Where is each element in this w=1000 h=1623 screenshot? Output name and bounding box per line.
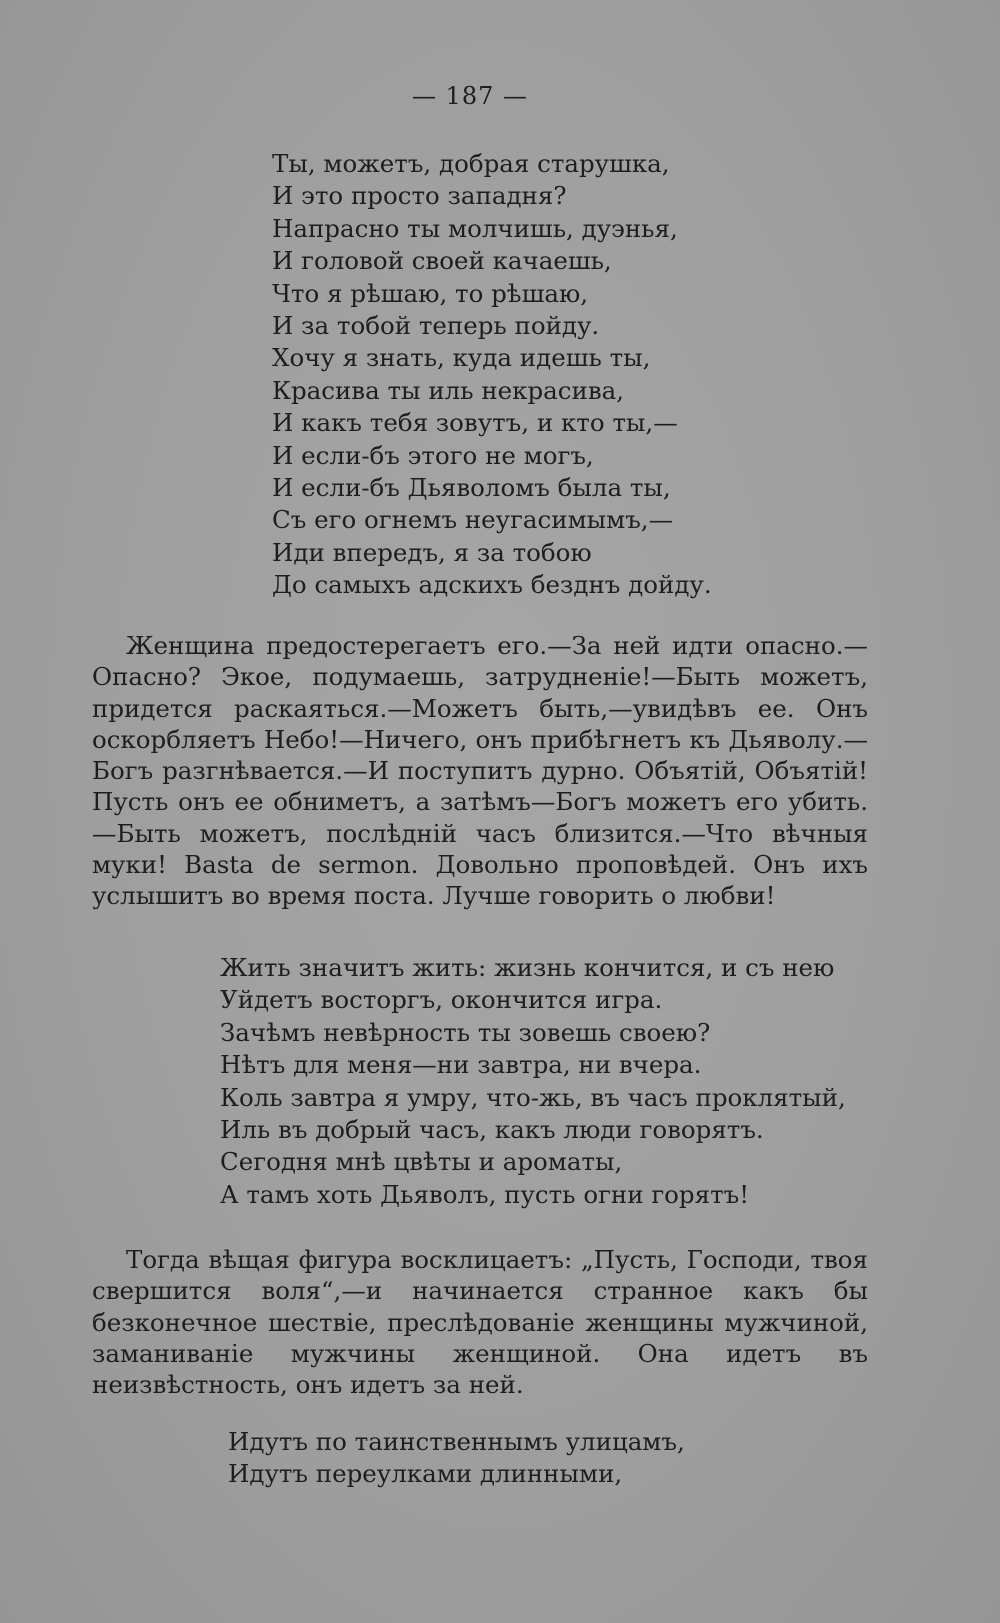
verse-line: Красива ты иль некрасива, [272,375,625,405]
verse-line: И за тобой теперь пойду. [272,311,600,341]
verse-line: Зачѣмъ невѣрность ты зовешь своею? [220,1017,711,1047]
verse-line: Нѣтъ для меня—ни завтра, ни вчера. [220,1050,702,1080]
verse-line: И если-бъ Дьяволомъ была ты, [272,473,671,503]
verse-line: Идутъ по таинственнымъ улицамъ, [228,1427,685,1456]
verse-line: Идутъ переулками длинными, [228,1459,623,1489]
verse-line: Напрасно ты молчишь, дуэнья, [272,213,678,243]
verse-line: Хочу я знать, куда идешь ты, [272,343,651,373]
verse-line: И если-бъ этого не могъ, [272,440,594,470]
verse-line: Иди впередъ, я за тобою [272,537,592,567]
verse-line: Иль въ добрый часъ, какъ люди говорятъ. [220,1115,764,1145]
verse-line: Что я рѣшаю, то рѣшаю, [272,278,589,308]
verse-line: Ты, можетъ, добрая старушка, [272,149,670,178]
verse-line: Съ его огнемъ неугасимымъ,— [272,505,674,535]
verse-line: Коль завтра я умру, что-жь, въ часъ проклятый, [220,1082,846,1112]
verse-stanza-2 [220,952,846,1211]
verse-line: Уйдетъ восторгъ, окончится игра. [220,985,663,1015]
verse-line: Сегодня мнѣ цвѣты и ароматы, [220,1147,623,1177]
prose-paragraph-1: Женщина предостерегаетъ его.—За ней идти опасно.—Опасно? Экое, подумаешь, затрудненіе!—Быть можетъ, придется раскаяться.—Можетъ быть,—увидѣвъ ее. Онъ оскорбляетъ Небо!—Ничего, онъ прибѣгнетъ къ Дьяволу.—Богъ разгнѣвается.—И поступитъ дурно. Объятій, Объятій! Пусть онъ ее обниметъ, а затѣмъ—Богъ можетъ его убить.—Быть можетъ, послѣдній часъ близится.—Что вѣчныя муки! Basta de sermon. Довольно проповѣдей. Онъ ихъ услышитъ во время поста. Лучше говорить о любви! [92,631,868,911]
verse-line: Жить значитъ жить: жизнь кончится, и съ нею [220,953,835,982]
verse-stanza-1 [272,148,712,602]
verse-line: И это просто западня? [272,181,567,211]
verse-line: И какъ тебя зовутъ, и кто ты,— [272,408,678,438]
page-number: — 187 — [411,82,529,110]
verse-line: До самыхъ адскихъ безднъ дойду. [272,570,712,600]
verse-line: И головой своей качаешь, [272,246,612,276]
verse-stanza-3 [228,1426,685,1491]
prose-paragraph-2: Тогда вѣщая фигура восклицаетъ: „Пусть, Господи, твоя свершится воля“,—и начинается странное какъ бы безконечное шествіе, преслѣдованіе женщины мужчиной, заманиваніе мужчины женщиной. Она идетъ въ неизвѣстность, онъ идетъ за ней. [92,1245,868,1400]
verse-line: А тамъ хоть Дьяволъ, пусть огни горятъ! [220,1179,750,1209]
